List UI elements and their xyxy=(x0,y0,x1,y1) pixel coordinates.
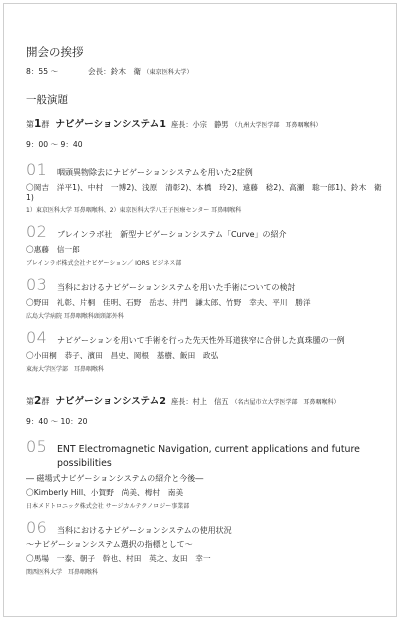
talk-title: 咽頭異物除去にナビゲーションシステムを用いた2症例 xyxy=(57,168,253,177)
group-2 xyxy=(26,393,386,576)
talk-affiliation: 1）東京医科大学 耳鼻咽喉科、2）東京医科大学八王子医療センター 耳鼻咽喉科 xyxy=(26,207,242,214)
talk-head xyxy=(26,437,386,471)
talk-title: ENT Electromagnetic Navigation, current applications and future possibilities xyxy=(57,444,360,470)
group-label-num: 1 xyxy=(34,118,42,130)
group-chair-affiliation: （九州大学医学部 耳鼻咽喉科） xyxy=(231,122,322,129)
talk-authors: 〇Kimberly Hill、小賀野 尚美、栂村 南美 xyxy=(26,488,184,498)
group-chair-affiliation: （名古屋市立大学医学部 耳鼻咽喉科） xyxy=(231,399,340,406)
opening-row xyxy=(26,66,386,77)
talk-item xyxy=(26,328,386,373)
talk-authors: 〇小田桐 恭子、濱田 昌史、岡根 基樹、飯田 政弘 xyxy=(26,351,219,360)
program-page xyxy=(3,3,397,617)
group-header xyxy=(26,116,386,130)
talk-affiliation: ブレインラボ株式会社ナビゲーション／ IORS ビジネス部 xyxy=(26,260,182,267)
talk-head xyxy=(26,518,386,537)
talk-authors: 〇惠藤 信一郎 xyxy=(26,245,80,254)
talk-item xyxy=(26,275,386,320)
talk-number: 06 xyxy=(26,518,48,538)
opening-title: 開会の挨拶 xyxy=(26,45,84,59)
opening-chair-affiliation: （東京医科大学） xyxy=(143,69,193,76)
talk-item xyxy=(26,518,386,576)
group-title: ナビゲーションシステム1 xyxy=(55,119,166,130)
group-label xyxy=(26,395,49,407)
talk-subtitle: ― 磁場式ナビゲーションシステムの紹介と今後― xyxy=(26,474,204,484)
talk-head xyxy=(26,328,386,347)
talk-title: 当科におけるナビゲーションシステムの使用状況 xyxy=(57,526,232,536)
group-time: 9：40 ～ 10：20 xyxy=(26,417,88,426)
talk-affiliation: 東海大学医学部 耳鼻咽喉科 xyxy=(26,366,105,373)
talk-head xyxy=(26,222,386,241)
talk-affiliation: 日本メドトロニック株式会社 サージカルテクノロジー事業部 xyxy=(26,503,190,511)
group-1 xyxy=(26,116,386,373)
section-title: 一般演題 xyxy=(26,94,68,106)
talk-title: 当科におけるナビゲーションシステムを用いた手術についての検討 xyxy=(57,283,296,292)
talk-authors: 〇野田 礼彰、片桐 佳明、石野 岳志、井門 謙太郎、竹野 幸夫、平川 勝洋 xyxy=(26,298,311,307)
group-label-suffix: 群 xyxy=(41,397,50,406)
talk-head xyxy=(26,275,386,294)
talk-item xyxy=(26,160,386,214)
group-chair: 座長：村上 信五 xyxy=(170,397,229,406)
talk-number: 04 xyxy=(26,328,48,347)
talk-authors: 〇馬場 一泰、朝子 幹也、村田 英之、友田 幸一 xyxy=(26,554,211,564)
program-content xyxy=(26,44,386,584)
group-time: 9：00 ～ 9：40 xyxy=(26,140,83,149)
talk-authors: 〇岡吉 洋平1)、中村 一博2)、浅原 清彰2)、本橋 玲2)、遠藤 稔2)、高瀬 聡一郎1)、鈴木 衛1) xyxy=(26,183,382,202)
opening-time: 8：55 ～ xyxy=(26,67,59,76)
talk-affiliation: 広島大学病院 耳鼻咽喉科頭頸部外科 xyxy=(26,313,124,320)
group-chair: 座長：小宗 静男 xyxy=(170,120,229,129)
talk-affiliation: 関西医科大学 耳鼻咽喉科 xyxy=(26,569,99,577)
talk-head xyxy=(26,160,386,179)
group-label-num: 2 xyxy=(34,395,42,407)
talk-number: 03 xyxy=(26,275,48,294)
group-title: ナビゲーションシステム2 xyxy=(55,396,166,407)
talk-number: 01 xyxy=(26,160,48,179)
group-label-prefix: 第 xyxy=(26,120,34,129)
talk-number: 02 xyxy=(26,222,48,241)
opening-chair: 会長：鈴木 衛 xyxy=(88,67,142,76)
group-label xyxy=(26,118,49,130)
talk-item xyxy=(26,437,386,510)
talk-number: 05 xyxy=(26,437,48,456)
talk-item xyxy=(26,222,386,267)
group-label-suffix: 群 xyxy=(41,120,50,129)
talk-subtitle: ～ナビゲーションシステム選択の指標として～ xyxy=(26,540,193,550)
talk-title: ナビゲーションを用いて手術を行った先天性外耳道狭窄に合併した真珠腫の一例 xyxy=(57,336,345,345)
talk-title: ブレインラボ社 新型ナビゲーションシステム「Curve」の紹介 xyxy=(57,230,287,239)
group-header xyxy=(26,393,386,407)
group-label-prefix: 第 xyxy=(26,397,34,406)
